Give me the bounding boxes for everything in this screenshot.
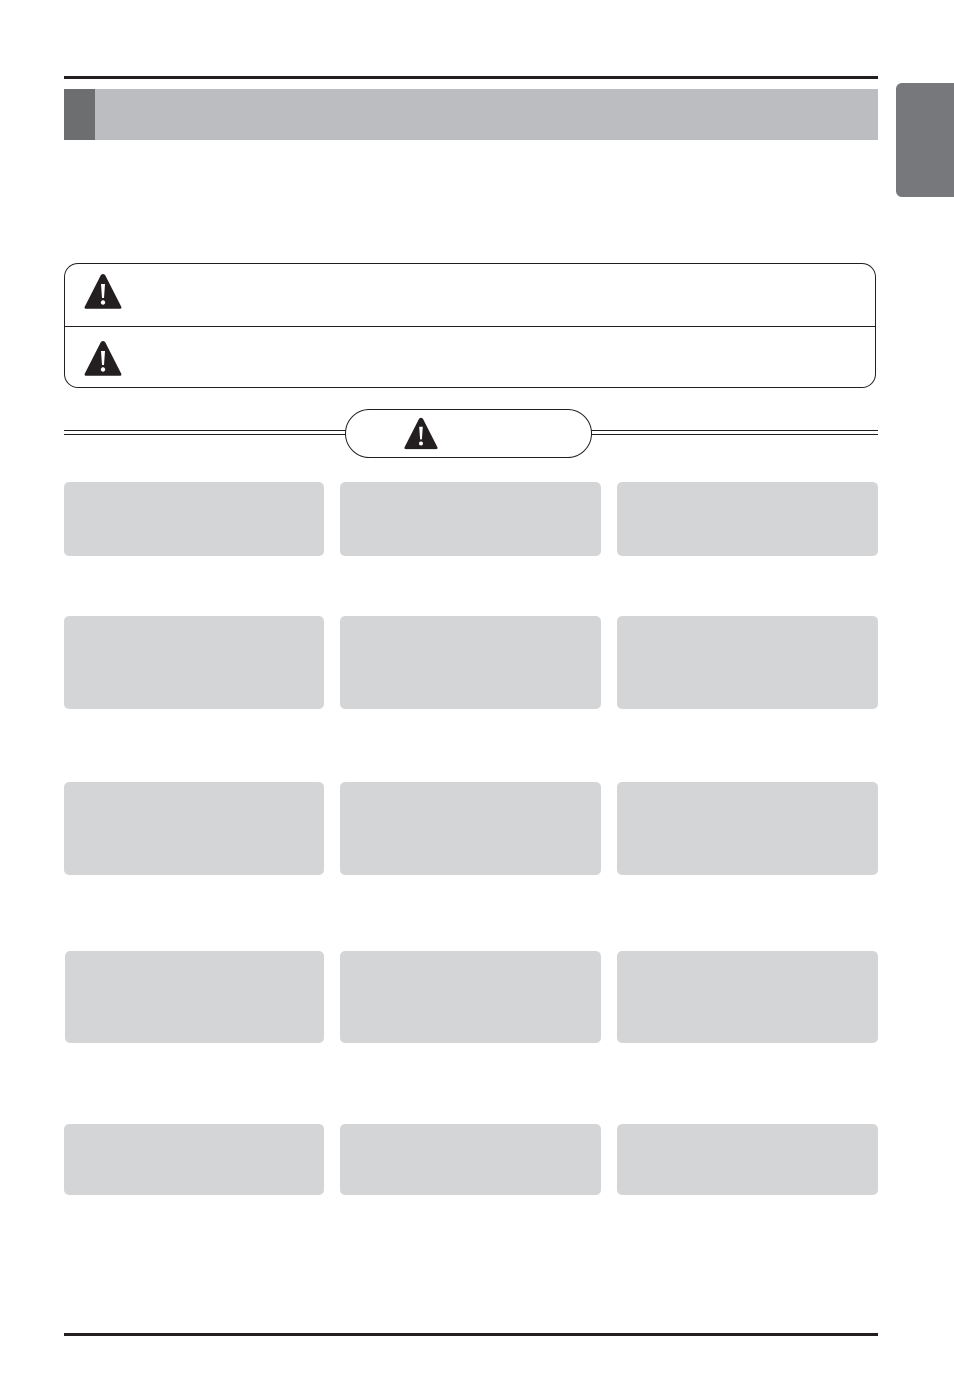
illustration-panel xyxy=(65,951,324,1043)
illustration-panel xyxy=(64,616,324,709)
illustration-panel xyxy=(340,1124,601,1195)
top-rule xyxy=(64,76,878,79)
illustration-panel xyxy=(340,951,601,1043)
page-title-bar xyxy=(64,89,878,140)
warning-triangle-icon xyxy=(83,339,123,379)
section-divider-right xyxy=(591,430,878,435)
warning-triangle-icon xyxy=(83,272,123,312)
illustration-panel xyxy=(617,616,878,709)
warning-box xyxy=(64,263,876,388)
illustration-panel xyxy=(340,782,601,875)
section-divider-left xyxy=(64,430,346,435)
illustration-panel xyxy=(617,482,878,556)
bottom-rule xyxy=(64,1333,878,1336)
side-language-tab xyxy=(896,83,954,197)
illustration-panel xyxy=(617,782,878,875)
illustration-panel xyxy=(340,616,601,709)
title-accent-block xyxy=(64,89,95,140)
illustration-panel xyxy=(64,1124,324,1195)
illustration-panel xyxy=(64,482,324,556)
warning-box-divider xyxy=(65,326,875,327)
illustration-panel xyxy=(617,951,878,1043)
illustration-panel xyxy=(340,482,601,556)
illustration-panel xyxy=(64,782,324,875)
section-heading-pill xyxy=(345,409,592,458)
warning-triangle-icon xyxy=(403,416,439,452)
illustration-panel xyxy=(617,1124,878,1195)
